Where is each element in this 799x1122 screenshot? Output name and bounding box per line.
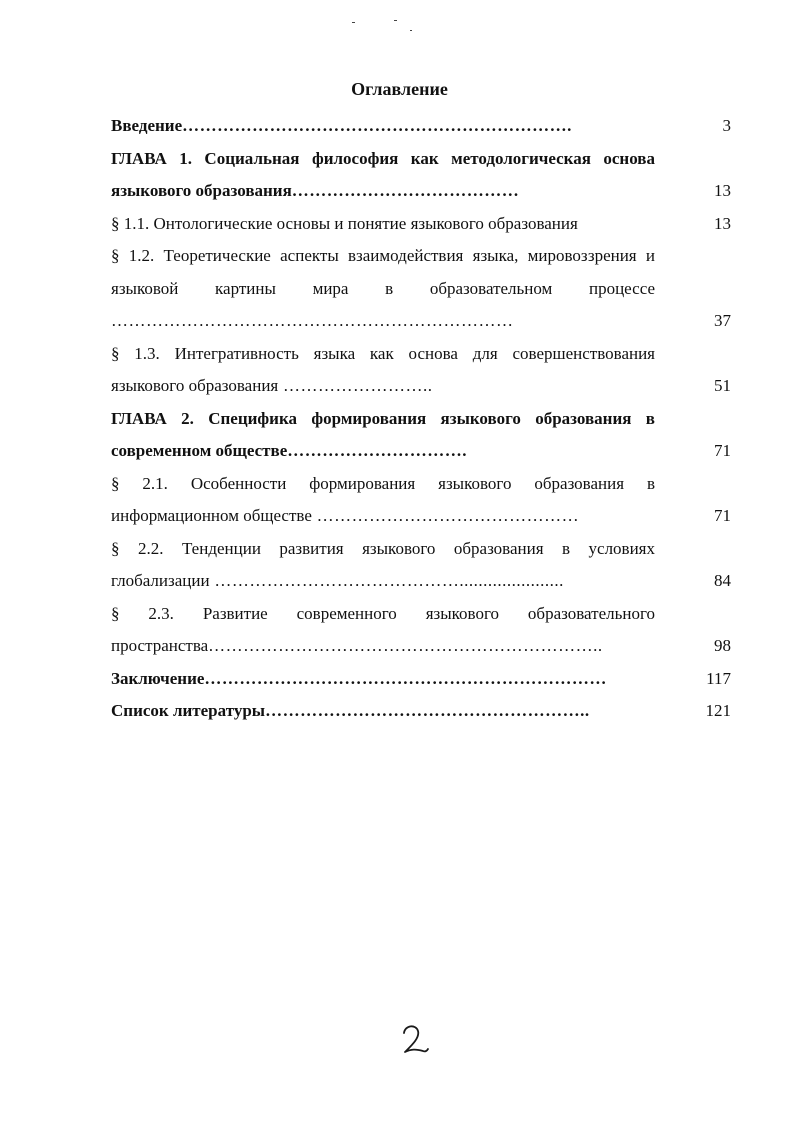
- toc-entry-page: 117: [706, 668, 731, 688]
- toc-leader-dots: ………………………….: [287, 441, 468, 460]
- toc-entry-text: [111, 403, 655, 468]
- toc-entry-title: § 2.3. Развитие современного языкового образовательного пространства: [111, 603, 655, 655]
- handwritten-page-number: [399, 1022, 429, 1058]
- toc-entry-page: 13: [714, 213, 731, 233]
- toc-entry-text: [111, 598, 655, 663]
- toc-entry-page: 84: [714, 571, 731, 590]
- scan-specks: [340, 18, 430, 38]
- toc-entry-section-1-2[interactable]: [111, 240, 731, 338]
- toc-entry-introduction[interactable]: [111, 110, 731, 143]
- toc-entry-section-2-3[interactable]: [111, 598, 731, 663]
- toc-leader-dots: …………………………………: [291, 181, 520, 200]
- toc-leader-dots: ……………………………………………………………: [204, 668, 607, 688]
- toc-entry-page: 3: [722, 116, 731, 135]
- toc-leader-dots: ……………………………………......................: [209, 571, 564, 590]
- toc-entry-text: [111, 663, 655, 696]
- toc-entry-title: § 2.1. Особенности формирования языкового образования в информационном обществе: [111, 473, 655, 525]
- toc-entry-section-1-1[interactable]: [111, 208, 731, 241]
- toc-entry-text: [111, 143, 655, 208]
- toc-entry-title: Список литературы: [111, 701, 266, 720]
- scan-speck: [352, 22, 355, 23]
- scan-speck: [394, 20, 397, 21]
- toc-leader-dots: ……………………..: [278, 376, 433, 395]
- toc-entry-section-2-1[interactable]: [111, 468, 731, 533]
- scan-speck: [410, 30, 412, 31]
- toc-entry-page: 98: [714, 636, 731, 655]
- toc-entry-page: 13: [714, 181, 731, 200]
- toc-entry-title: ГЛАВА 2. Специфика формирования языкового образования в современном обществе: [111, 408, 655, 460]
- toc-leader-dots: ………………………………………………..: [265, 701, 590, 720]
- toc-entry-page: 37: [714, 311, 731, 330]
- toc-entry-text: [111, 110, 655, 143]
- toc-entry-text: [111, 338, 655, 403]
- toc-entry-title: Заключение: [111, 668, 205, 688]
- toc-entry-text: [111, 240, 655, 338]
- toc-entry-chapter-2[interactable]: [111, 403, 731, 468]
- toc-entry-text: [111, 208, 655, 241]
- toc-entry-chapter-1[interactable]: [111, 143, 731, 208]
- toc-leader-dots: ………………………………………………………….: [182, 116, 572, 135]
- toc-entry-title: § 1.3. Интегративность языка как основа для совершенствования языкового образования: [111, 343, 655, 395]
- toc-leader-dots: ………………………………………: [311, 506, 580, 525]
- toc-entry-section-2-2[interactable]: [111, 533, 731, 598]
- toc-entry-title: § 1.1. Онтологические основы и понятие языкового образования: [111, 213, 578, 233]
- toc-entry-text: [111, 468, 655, 533]
- toc-leader-dots: …………………………………………………………..: [208, 636, 603, 655]
- handwritten-digit-stroke: [404, 1026, 428, 1052]
- toc-entry-title: § 2.2. Тенденции развития языкового образования в условиях глобализации: [111, 538, 655, 590]
- toc-entry-title: § 1.2. Теоретические аспекты взаимодействия языка, мировоззрения и языковой картины мира в образовательном процессе: [111, 246, 655, 298]
- toc-title: Оглавление: [351, 79, 448, 99]
- toc-entry-page: 71: [714, 441, 731, 460]
- toc-entry-title: ГЛАВА 1. Социальная философия как методологическая основа языкового образования: [111, 148, 655, 200]
- toc-entry-page: 121: [705, 701, 731, 720]
- toc-entry-bibliography[interactable]: [111, 695, 731, 728]
- toc-entry-page: 71: [714, 506, 731, 525]
- toc-leader-dots: ……………………………………………………………: [111, 311, 514, 330]
- toc-entry-title: Введение: [111, 116, 183, 135]
- toc-entry-conclusion[interactable]: [111, 663, 731, 696]
- toc-entry-text: [111, 695, 655, 728]
- toc-entry-section-1-3[interactable]: [111, 338, 731, 403]
- toc-entry-page: 51: [714, 376, 731, 395]
- toc-entry-text: [111, 533, 655, 598]
- table-of-contents: [111, 110, 731, 728]
